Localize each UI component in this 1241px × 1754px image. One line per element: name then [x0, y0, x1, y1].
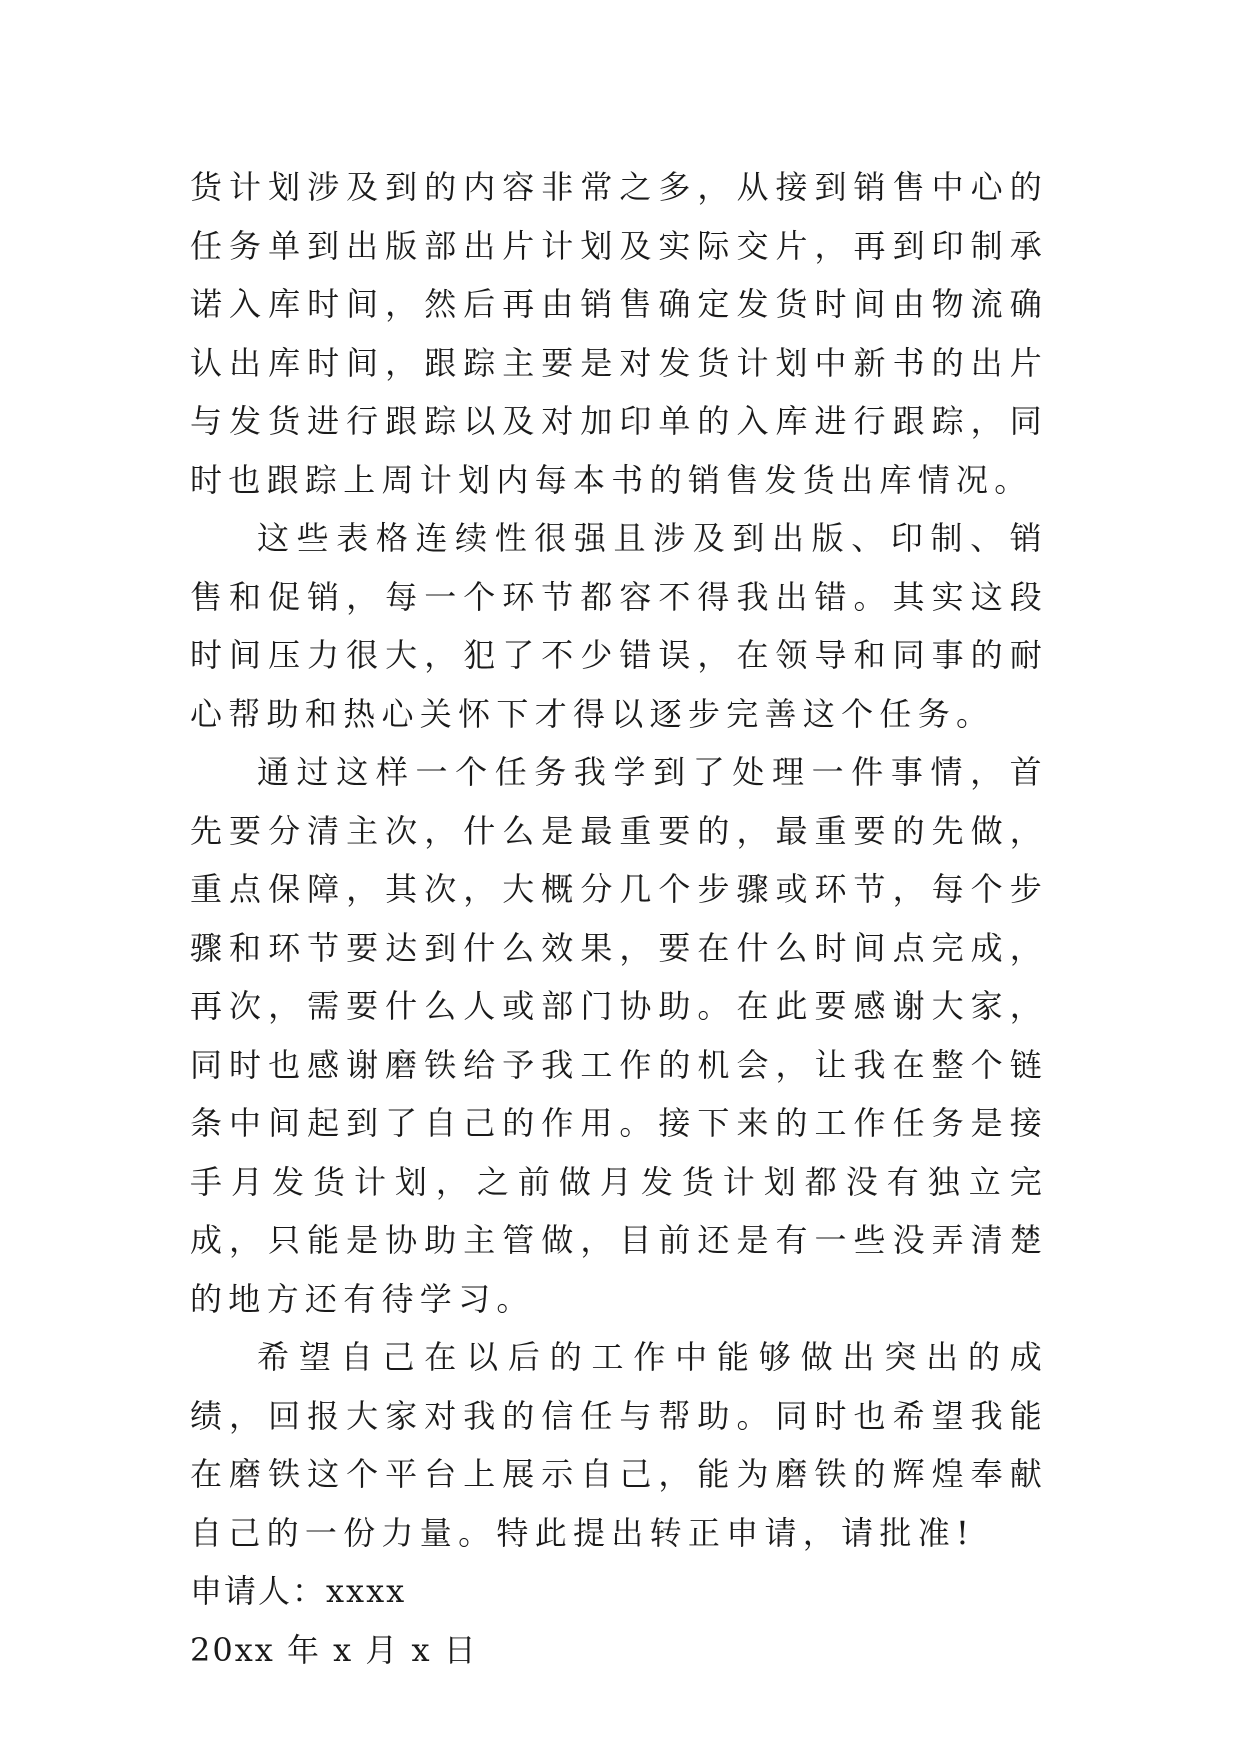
document-body: [190, 158, 1048, 1679]
paragraph-tables: 这些表格连续性很强且涉及到出版、印制、销售和促销，每一个环节都容不得我出错。其实这段时间压力很大，犯了不少错误，在领导和同事的耐心帮助和热心关怀下才得以逐步完善这个任务。: [190, 519, 1048, 733]
paragraph-closing: 希望自己在以后的工作中能够做出突出的成绩，回报大家对我的信任与帮助。同时也希望我能在磨铁这个平台上展示自己，能为磨铁的辉煌奉献自己的一份力量。特此提出转正申请，请批准!: [190, 1338, 1048, 1552]
paragraph-lessons: 通过这样一个任务我学到了处理一件事情，首先要分清主次，什么是最重要的，最重要的先做，重点保障，其次，大概分几个步骤或环节，每个步骤和环节要达到什么效果，要在什么时间点完成，再次，需要什么人或部门协助。在此要感谢大家，同时也感谢磨铁给予我工作的机会，让我在整个链条中间起到了自己的作用。接下来的工作任务是接手月发货计划，之前做月发货计划都没有独立完成，只能是协助主管做，目前还是有一些没弄清楚的地方还有待学习。: [190, 753, 1048, 1318]
paragraph-continuation: 货计划涉及到的内容非常之多，从接到销售中心的任务单到出版部出片计划及实际交片，再到印制承诺入库时间，然后再由销售确定发货时间由物流确认出库时间，跟踪主要是对发货计划中新书的出片与发货进行跟踪以及对加印单的入库进行跟踪，同时也跟踪上周计划内每本书的销售发货出库情况。: [190, 168, 1048, 499]
applicant-signature: 申请人：xxxx: [190, 1572, 407, 1610]
signature-date: 20xx 年 x 月 x 日: [190, 1630, 478, 1669]
